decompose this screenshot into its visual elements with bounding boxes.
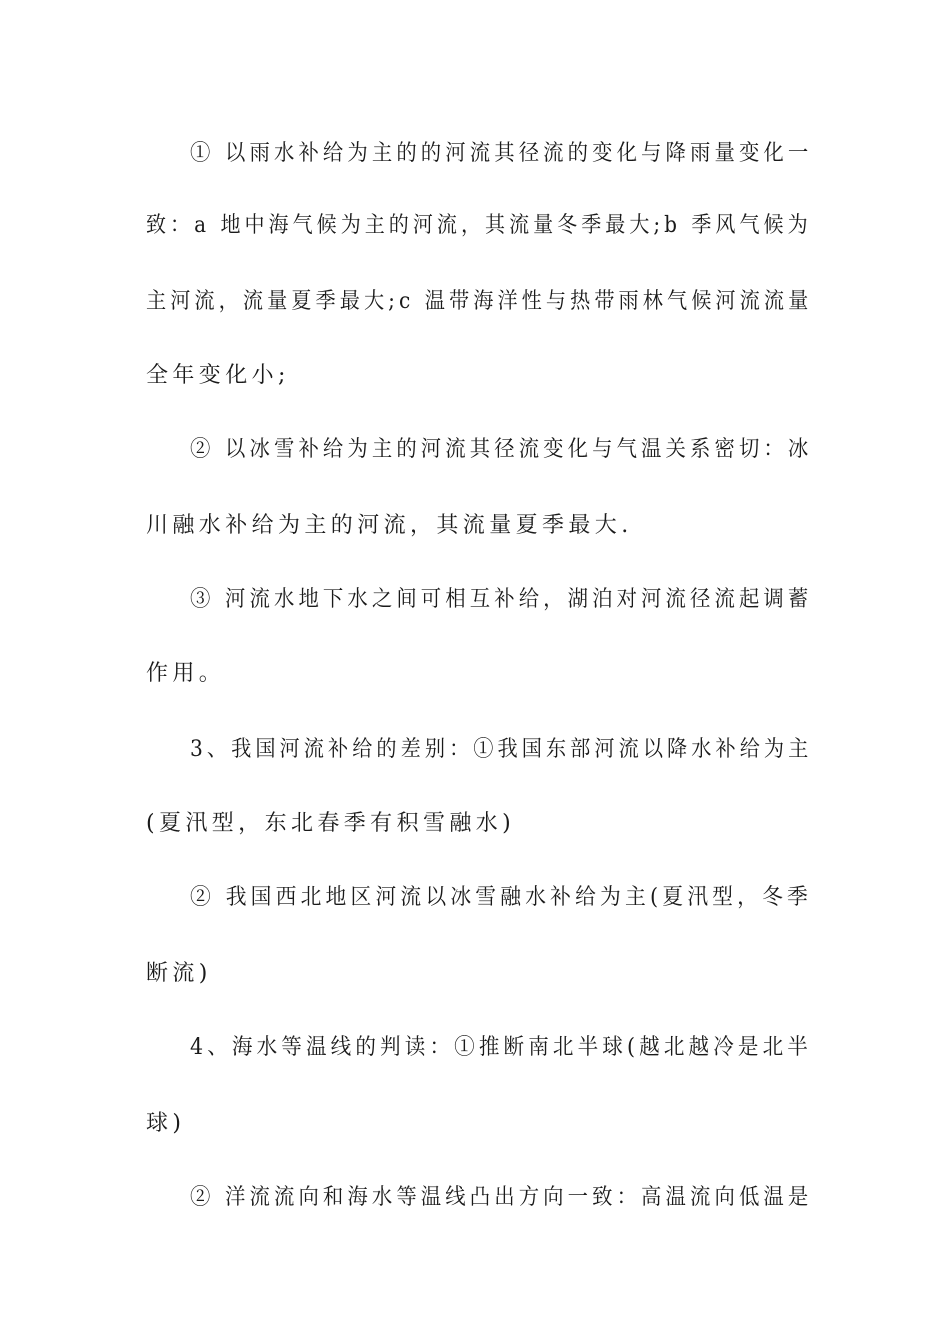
para2-line1: ② 以冰雪补给为主的河流其径流变化与气温关系密切：冰 (190, 437, 813, 462)
para5-line1: ② 我国西北地区河流以冰雪融水补给为主(夏汛型，冬季 (190, 885, 812, 910)
para6-line2: 球) (146, 1111, 186, 1136)
para2-line2: 川融水补给为主的河流，其流量夏季最大. (146, 513, 633, 538)
para4-line1: 3、我国河流补给的差别：①我国东部河流以降水补给为主 (190, 737, 813, 762)
para5-line2: 断流) (146, 961, 212, 986)
para4-line2: (夏汛型，东北春季有积雪融水) (146, 811, 516, 836)
para3-line1: ③ 河流水地下水之间可相互补给，湖泊对河流径流起调蓄 (190, 587, 813, 612)
para7-line1: ② 洋流流向和海水等温线凸出方向一致：高温流向低温是 (190, 1185, 813, 1210)
para1-line3: 主河流，流量夏季最大;c 温带海洋性与热带雨林气候河流流量 (146, 289, 813, 314)
para1-line2: 致：a 地中海气候为主的河流，其流量冬季最大;b 季风气候为 (146, 213, 812, 238)
para6-line1: 4、海水等温线的判读：①推断南北半球(越北越冷是北半 (190, 1035, 812, 1060)
para1-line1: ① 以雨水补给为主的的河流其径流的变化与降雨量变化一 (190, 141, 813, 166)
para3-line2: 作用。 (146, 661, 226, 686)
para1-line4: 全年变化小; (146, 363, 290, 388)
